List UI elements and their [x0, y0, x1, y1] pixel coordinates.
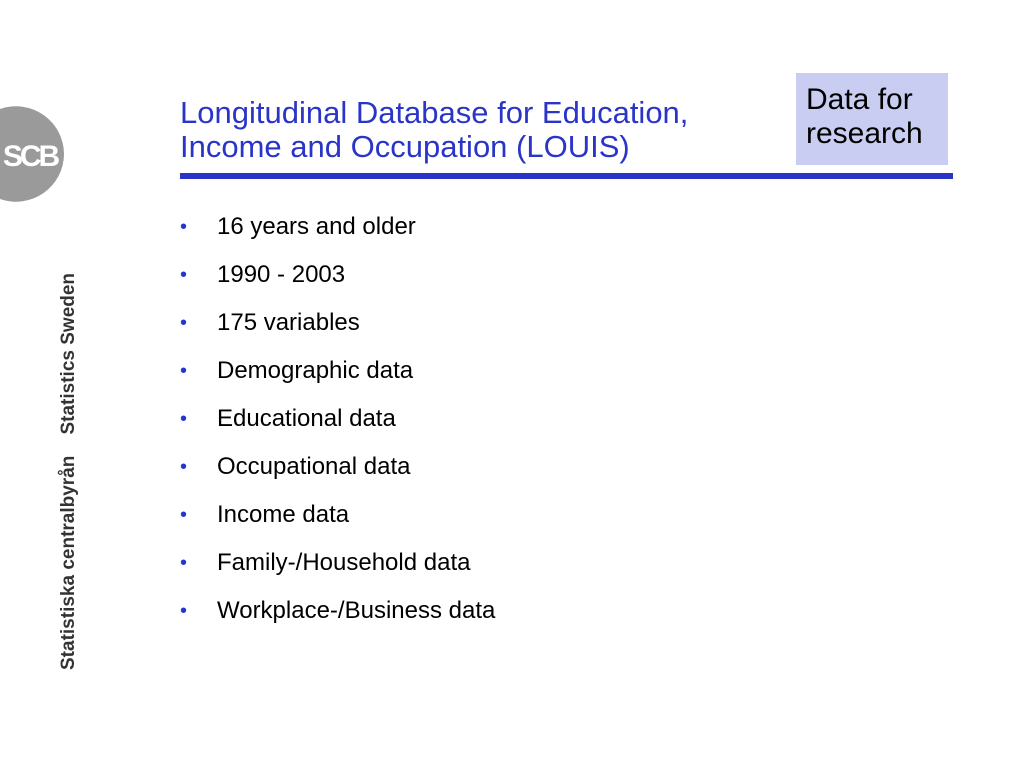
- scb-logo-icon: [0, 106, 70, 202]
- bullet-icon: •: [180, 408, 188, 430]
- bullet-icon: •: [180, 312, 188, 334]
- vertical-brand-text: [52, 230, 80, 675]
- bullet-text: Demographic data: [217, 357, 414, 384]
- bullet-icon: •: [180, 504, 188, 526]
- bullet-text: 175 variables: [217, 309, 360, 336]
- scb-logo: [0, 106, 70, 202]
- bullet-text: Workplace-/Business data: [217, 597, 496, 624]
- bullet-icon: •: [180, 552, 188, 574]
- bullet-icon: •: [180, 216, 188, 238]
- tag-line-1: Data for: [806, 83, 913, 116]
- bullet-text: Occupational data: [217, 453, 411, 480]
- logo-text: SCB: [2, 140, 58, 173]
- bullet-icon: •: [180, 456, 188, 478]
- bullet-text: Income data: [217, 501, 350, 528]
- bullet-icon: •: [180, 360, 188, 382]
- slide-title-line-2: Income and Occupation (LOUIS): [180, 129, 630, 164]
- tag-line-2: research: [806, 117, 923, 150]
- title-divider: [180, 173, 953, 179]
- bullet-icon: •: [180, 264, 188, 286]
- slide-title: [180, 96, 780, 164]
- vertical-brand-label: Statistiska centralbyrån Statistics Sweden: [58, 272, 79, 670]
- bullet-text: 16 years and older: [217, 213, 416, 240]
- bullet-text: 1990 - 2003: [217, 261, 346, 288]
- data-for-research-tag: [796, 73, 948, 165]
- slide-title-line-1: Longitudinal Database for Education,: [180, 95, 689, 130]
- bullet-text: Family-/Household data: [217, 549, 471, 576]
- bullet-icon: •: [180, 600, 188, 622]
- bullet-text: Educational data: [217, 405, 396, 432]
